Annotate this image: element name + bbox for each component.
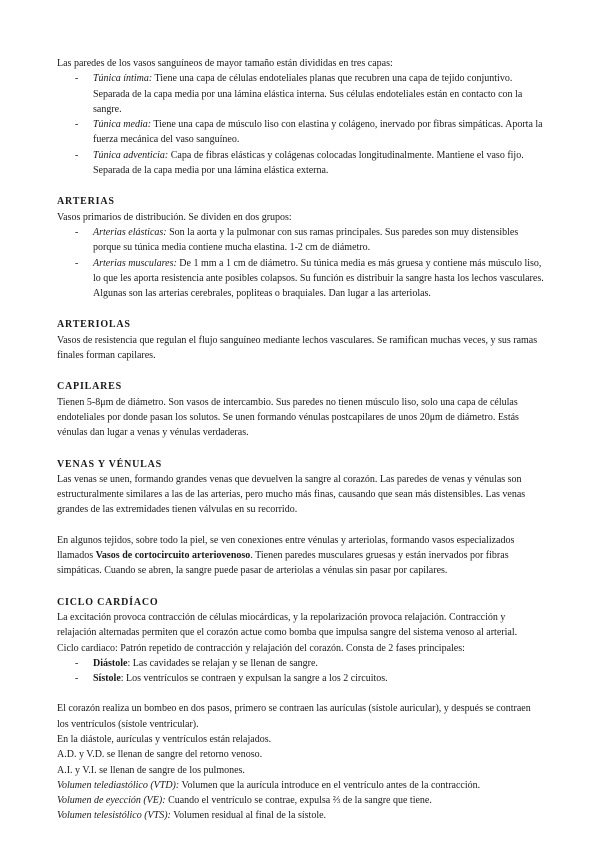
ciclo-para: El corazón realiza un bombeo en dos pasos, primero se contraen las aurículas (sístole auricular), y después se contraen los ventrículos (sístole ventricular). (57, 703, 531, 730)
ciclo-text-2: Ciclo cardiaco: Patrón repetido de contracción y relajación del corazón. Consta de 2 fases principales: (57, 642, 465, 654)
layers-list (57, 71, 544, 178)
definition: Tiene una capa de células endoteliales planas que recubren una capa de tejido conjuntivo. Separada de la capa media por una lámina elástica interna. Sus células endoteliales están en contacto con la sangre. (93, 73, 523, 115)
ciclo-line: A.D. y V.D. se llenan de sangre del retorno venoso. (57, 749, 263, 761)
list-item (93, 71, 544, 117)
section-heading-capilares: CAPILARES (57, 381, 122, 393)
definition-line: Volumen telediastólico (VTD): Volumen que la aurícula introduce en el ventrículo antes de la contracción. (57, 779, 481, 791)
ciclo-text: La excitación provoca contracción de células miocárdicas, y la repolarización provoca relajación. Contracción y relajación alternadas permiten que el corazón actue como bomba que impulsa sangre del sistema venoso al arterial. (57, 611, 518, 639)
ciclo-list (57, 656, 544, 687)
ciclo-line: En la diástole, aurículas y ventrículos están relajados. (57, 733, 272, 745)
bold-term: Vasos de cortocircuito arteriovenoso (95, 550, 251, 562)
term: Túnica íntima: (93, 73, 153, 85)
list-item (93, 256, 544, 302)
definition-line: Volumen telesistólico (VTS): Volumen residual al final de la sístole. (57, 810, 327, 822)
term: Túnica media: (93, 119, 152, 131)
list-item (93, 656, 544, 671)
list-item (93, 671, 544, 686)
term: Volumen telesistólico (VTS): (57, 810, 171, 822)
section-heading-arteriolas: ARTERIOLAS (57, 319, 131, 331)
definition: De 1 mm a 1 cm de diámetro. Su túnica media es más gruesa y contiene más músculo liso, lo que les aporta resistencia ante posibles colapsos. Su función es distribuir la sangre hasta los lechos vasculares. Algunas son las arterias cerebrales, popliteas o braquiales. Dan lugar a las arteriolas. (93, 257, 544, 300)
definition: : Los ventrículos se contraen y expulsan la sangre a los 2 circuitos. (120, 673, 388, 685)
definition: Capa de fibras elásticas y colágenas colocadas longitudinalmente. Mantiene el vaso fijo. Separada de la capa media por una lámina elástica externa. (93, 149, 524, 177)
section-heading-venas: VENAS Y VÉNULAS (57, 458, 162, 470)
section-heading-arterias: ARTERIAS (57, 196, 115, 208)
term: Sístole (93, 673, 121, 685)
definition: : Las cavidades se relajan y se llenan de sangre. (127, 657, 318, 669)
arteriolas-text: Vasos de resistencia que regulan el flujo sanguíneo mediante lechos vasculares. Se ramifican muchas veces, y sus ramas finales forman capilares. (57, 334, 538, 362)
section-heading-ciclo: CICLO CARDÍACO (57, 596, 159, 608)
venas-text: Las venas se unen, formando grandes venas que devuelven la sangre al corazón. Las paredes de venas y vénulas son estructuralmente similares a las de las arterias, pero mucho más finas, causando que sean más distensibles. Las venas grandes de las extremidades tienen válvulas en su recorrido. (57, 473, 526, 516)
list-item (93, 117, 544, 148)
term: Túnica adventicia: (93, 149, 169, 161)
definition-line: Volumen de eyección (VE): Cuando el ventrículo se contrae, expulsa ⅔ de la sangre que tiene. (57, 795, 432, 807)
list-item (93, 225, 544, 256)
capilares-text: Tienen 5-8μm de diámetro. Son vasos de intercambio. Sus paredes no tienen músculo liso, solo una capa de células endoteliales por donde pasan los solutos. Se unen formando vénulas postcapilares de unos 20μm de diámetro. Estás vénulas dan lugar a venas y vénulas verdaderas. (57, 396, 519, 439)
term: Volumen de eyección (VE): (57, 795, 166, 807)
venas-text-2: En algunos tejidos, sobre todo la piel, se ven conexiones entre vénulas y arteriolas, formando vasos especializados llamados Vasos de cortocircuito arteriovenoso. Tienen paredes musculares gruesas y están inervados por fibras simpáticas. Cuando se abren, la sangre puede pasar de arteriolas a vénulas sin pasar por capilares. (57, 534, 515, 577)
term: Arterias elásticas: (93, 226, 167, 238)
spacer (57, 518, 544, 533)
arterias-text: Vasos primarios de distribución. Se dividen en dos grupos: (57, 211, 292, 223)
definition: Tiene una capa de músculo liso con elastina y colágeno, inervado por fibras simpáticas. Aporta la fuerza mecánica del vaso sanguíneo. (93, 119, 543, 146)
term: Diástole (93, 657, 128, 669)
list-item (93, 148, 544, 179)
spacer (57, 686, 544, 701)
term: Volumen telediastólico (VTD): (57, 779, 180, 791)
term: Arterias musculares: (93, 257, 177, 269)
arterias-list (57, 225, 544, 301)
ciclo-line: A.I. y V.I. se llenan de sangre de los pulmones. (57, 764, 245, 776)
intro-text: Las paredes de los vasos sanguíneos de mayor tamaño están divididas en tres capas: (57, 58, 393, 69)
definition: Son la aorta y la pulmonar con sus ramas principales. Sus paredes son muy distensibles porque su túnica media contiene mucha elastina. 1-2 cm de diámetro. (93, 226, 519, 254)
